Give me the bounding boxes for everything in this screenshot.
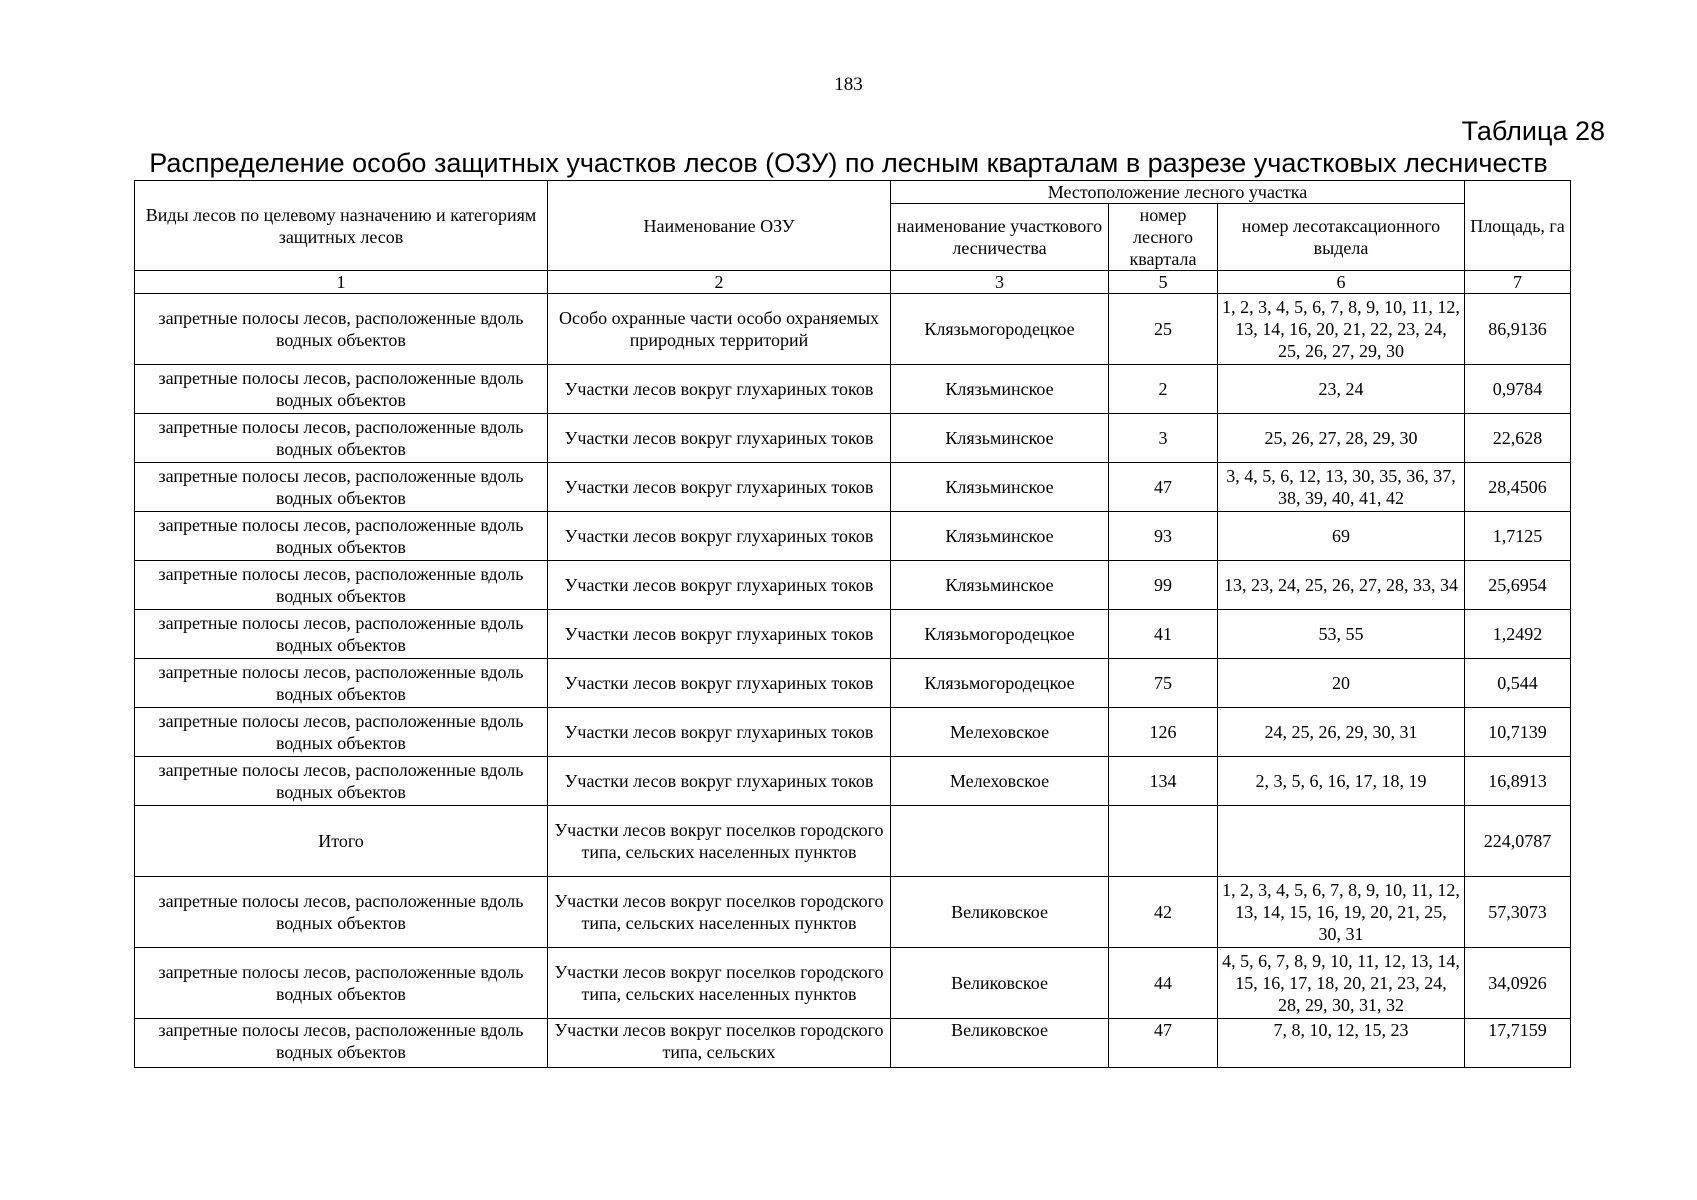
cell-forestry: Мелеховское xyxy=(891,708,1109,757)
cell-forestry: Клязьминское xyxy=(891,561,1109,610)
cell-quarter: 44 xyxy=(1109,948,1218,1019)
column-number: 7 xyxy=(1465,271,1571,294)
cell-ozu: Участки лесов вокруг глухариных токов xyxy=(548,414,891,463)
column-number: 2 xyxy=(548,271,891,294)
cell-plots: 24, 25, 26, 29, 30, 31 xyxy=(1218,708,1465,757)
column-number: 1 xyxy=(135,271,548,294)
cell-kind: запретные полосы лесов, расположенные вдоль водных объектов xyxy=(135,414,548,463)
cell-area: 224,0787 xyxy=(1465,806,1571,877)
cell-forestry xyxy=(891,806,1109,877)
table-row xyxy=(135,414,1571,463)
cell-forestry: Великовское xyxy=(891,877,1109,948)
cell-ozu: Участки лесов вокруг поселков городского типа, сельских населенных пунктов xyxy=(548,806,891,877)
cell-ozu: Участки лесов вокруг глухариных токов xyxy=(548,659,891,708)
cell-area: 17,7159 xyxy=(1465,1019,1571,1068)
cell-kind: запретные полосы лесов, расположенные вдоль водных объектов xyxy=(135,757,548,806)
cell-quarter: 75 xyxy=(1109,659,1218,708)
cell-area: 10,7139 xyxy=(1465,708,1571,757)
cell-plots: 1, 2, 3, 4, 5, 6, 7, 8, 9, 10, 11, 12, 13, 14, 15, 16, 19, 20, 21, 25, 30, 31 xyxy=(1218,877,1465,948)
cell-area: 1,7125 xyxy=(1465,512,1571,561)
cell-quarter: 3 xyxy=(1109,414,1218,463)
cell-area: 57,3073 xyxy=(1465,877,1571,948)
cell-quarter: 25 xyxy=(1109,294,1218,365)
column-number: 3 xyxy=(891,271,1109,294)
table-row xyxy=(135,512,1571,561)
cell-plots: 1, 2, 3, 4, 5, 6, 7, 8, 9, 10, 11, 12, 13, 14, 16, 20, 21, 22, 23, 24, 25, 26, 27, 29, 30 xyxy=(1218,294,1465,365)
cell-ozu: Участки лесов вокруг глухариных токов xyxy=(548,365,891,414)
cell-kind: запретные полосы лесов, расположенные вдоль водных объектов xyxy=(135,365,548,414)
cell-ozu: Особо охранные части особо охраняемых природных территорий xyxy=(548,294,891,365)
cell-area: 22,628 xyxy=(1465,414,1571,463)
cell-ozu: Участки лесов вокруг поселков городского типа, сельских xyxy=(548,1019,891,1068)
table-label: Таблица 28 xyxy=(1461,116,1605,146)
cell-kind: запретные полосы лесов, расположенные вдоль водных объектов xyxy=(135,610,548,659)
header-cell-forestry: наименование участкового лесничества xyxy=(891,204,1109,271)
cell-area: 28,4506 xyxy=(1465,463,1571,512)
cell-forestry: Клязьминское xyxy=(891,414,1109,463)
cell-kind: запретные полосы лесов, расположенные вдоль водных объектов xyxy=(135,512,548,561)
cell-forestry: Клязьминское xyxy=(891,365,1109,414)
table-row xyxy=(135,948,1571,1019)
header-cell-quarter: номер лесного квартала xyxy=(1109,204,1218,271)
cell-ozu: Участки лесов вокруг глухариных токов xyxy=(548,708,891,757)
cell-kind: запретные полосы лесов, расположенные вдоль водных объектов xyxy=(135,877,548,948)
cell-area: 0,544 xyxy=(1465,659,1571,708)
column-number: 6 xyxy=(1218,271,1465,294)
ozu-table xyxy=(134,180,1571,1068)
cell-forestry: Клязьминское xyxy=(891,463,1109,512)
header-cell-area: Площадь, га xyxy=(1465,181,1571,271)
cell-ozu: Участки лесов вокруг глухариных токов xyxy=(548,561,891,610)
cell-plots: 23, 24 xyxy=(1218,365,1465,414)
cell-forestry: Клязьмогородецкое xyxy=(891,659,1109,708)
cell-plots: 25, 26, 27, 28, 29, 30 xyxy=(1218,414,1465,463)
table-title: Распределение особо защитных участков лесов (ОЗУ) по лесным кварталам в разрезе участковых лесничеств xyxy=(149,148,1548,178)
cell-ozu: Участки лесов вокруг поселков городского типа, сельских населенных пунктов xyxy=(548,948,891,1019)
header-cell-plots: номер лесотаксационного выдела xyxy=(1218,204,1465,271)
cell-plots: 69 xyxy=(1218,512,1465,561)
cell-kind: запретные полосы лесов, расположенные вдоль водных объектов xyxy=(135,463,548,512)
column-numbers-row xyxy=(135,271,1571,294)
cell-ozu: Участки лесов вокруг глухариных токов xyxy=(548,757,891,806)
table-row xyxy=(135,757,1571,806)
cell-area: 0,9784 xyxy=(1465,365,1571,414)
cell-kind: запретные полосы лесов, расположенные вдоль водных объектов xyxy=(135,948,548,1019)
cell-quarter: 47 xyxy=(1109,463,1218,512)
cell-kind: Итого xyxy=(135,806,548,877)
cell-ozu: Участки лесов вокруг поселков городского типа, сельских населенных пунктов xyxy=(548,877,891,948)
cell-plots: 20 xyxy=(1218,659,1465,708)
cell-ozu: Участки лесов вокруг глухариных токов xyxy=(548,610,891,659)
cell-forestry: Великовское xyxy=(891,1019,1109,1068)
cell-area: 34,0926 xyxy=(1465,948,1571,1019)
page-number: 183 xyxy=(834,74,863,95)
cell-area: 1,2492 xyxy=(1465,610,1571,659)
cell-forestry: Клязьмогородецкое xyxy=(891,610,1109,659)
table-row xyxy=(135,561,1571,610)
cell-forestry: Клязьмогородецкое xyxy=(891,294,1109,365)
table-row xyxy=(135,294,1571,365)
cell-forestry: Клязьминское xyxy=(891,512,1109,561)
cell-ozu: Участки лесов вокруг глухариных токов xyxy=(548,463,891,512)
cell-quarter: 134 xyxy=(1109,757,1218,806)
cell-forestry: Великовское xyxy=(891,948,1109,1019)
table-row xyxy=(135,1019,1571,1068)
cell-plots: 53, 55 xyxy=(1218,610,1465,659)
cell-kind: запретные полосы лесов, расположенные вдоль водных объектов xyxy=(135,659,548,708)
cell-plots xyxy=(1218,806,1465,877)
cell-quarter: 99 xyxy=(1109,561,1218,610)
column-number: 5 xyxy=(1109,271,1218,294)
cell-quarter: 47 xyxy=(1109,1019,1218,1068)
table-row xyxy=(135,659,1571,708)
header-cell-kind: Виды лесов по целевому назначению и категориям защитных лесов xyxy=(135,181,548,271)
cell-plots: 3, 4, 5, 6, 12, 13, 30, 35, 36, 37, 38, 39, 40, 41, 42 xyxy=(1218,463,1465,512)
table-row xyxy=(135,463,1571,512)
cell-kind: запретные полосы лесов, расположенные вдоль водных объектов xyxy=(135,1019,548,1068)
header-cell-ozu: Наименование ОЗУ xyxy=(548,181,891,271)
cell-kind: запретные полосы лесов, расположенные вдоль водных объектов xyxy=(135,561,548,610)
cell-forestry: Мелеховское xyxy=(891,757,1109,806)
cell-kind: запретные полосы лесов, расположенные вдоль водных объектов xyxy=(135,708,548,757)
table-row xyxy=(135,877,1571,948)
cell-quarter: 126 xyxy=(1109,708,1218,757)
cell-quarter: 42 xyxy=(1109,877,1218,948)
table-row xyxy=(135,708,1571,757)
cell-ozu: Участки лесов вокруг глухариных токов xyxy=(548,512,891,561)
cell-plots: 7, 8, 10, 12, 15, 23 xyxy=(1218,1019,1465,1068)
cell-area: 25,6954 xyxy=(1465,561,1571,610)
table-row xyxy=(135,806,1571,877)
cell-plots: 13, 23, 24, 25, 26, 27, 28, 33, 34 xyxy=(1218,561,1465,610)
cell-quarter: 2 xyxy=(1109,365,1218,414)
table-row xyxy=(135,365,1571,414)
cell-quarter: 41 xyxy=(1109,610,1218,659)
cell-quarter: 93 xyxy=(1109,512,1218,561)
table-row xyxy=(135,610,1571,659)
header-cell-location-group: Местоположение лесного участка xyxy=(891,181,1465,204)
cell-plots: 2, 3, 5, 6, 16, 17, 18, 19 xyxy=(1218,757,1465,806)
cell-area: 86,9136 xyxy=(1465,294,1571,365)
cell-kind: запретные полосы лесов, расположенные вдоль водных объектов xyxy=(135,294,548,365)
cell-quarter xyxy=(1109,806,1218,877)
cell-plots: 4, 5, 6, 7, 8, 9, 10, 11, 12, 13, 14, 15, 16, 17, 18, 20, 21, 23, 24, 28, 29, 30, 31, 32 xyxy=(1218,948,1465,1019)
cell-area: 16,8913 xyxy=(1465,757,1571,806)
